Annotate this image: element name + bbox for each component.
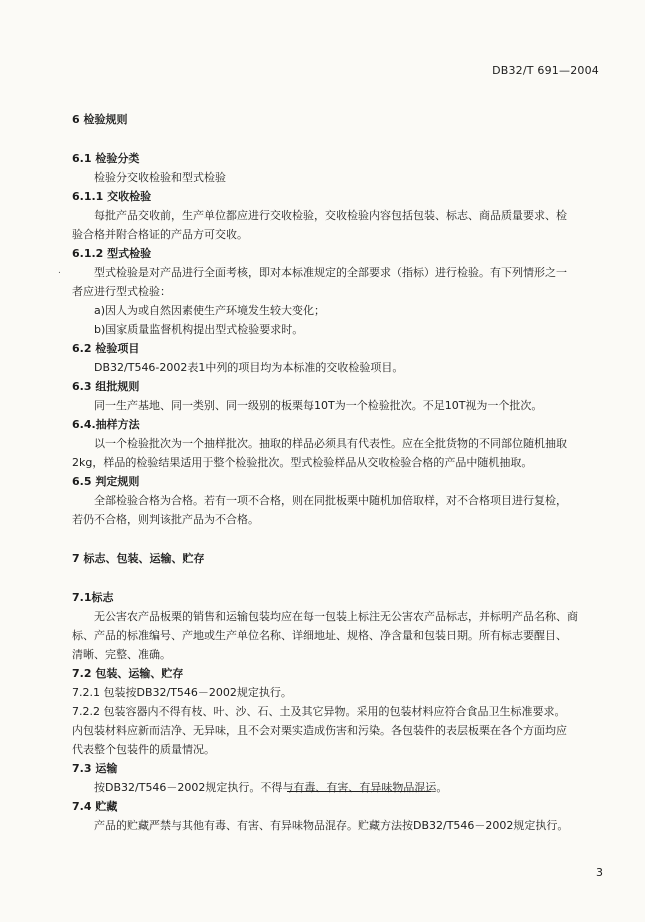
section-6-1-text: 检验分交收检验和型式检验 [94, 171, 226, 184]
section-6-title: 6 检验规则 [72, 113, 128, 126]
section-6-1-1-text-1: 每批产品交收前，生产单位都应进行交收检验，交收检验内容包括包装、标志、商品质量要求、检 [94, 209, 567, 222]
section-6-5-text-2: 若仍不合格，则判该批产品为不合格。 [72, 513, 259, 526]
section-7-2-1-text: 7.2.1 包装按DB32/T546－2002规定执行。 [72, 686, 292, 699]
standard-code: DB32/T 691—2004 [492, 64, 599, 77]
section-6-3-text: 同一生产基地、同一类别、同一级别的板栗每10T为一个检验批次。不足10T视为一个批次。 [94, 399, 543, 412]
section-7-title: 7 标志、包装、运输、贮存 [72, 552, 205, 565]
section-6-1-2-title: 6.1.2 型式检验 [72, 247, 152, 260]
page-number: 3 [596, 866, 603, 879]
section-6-1-2-item-b: b)国家质量监督机构提出型式检验要求时。 [94, 323, 304, 336]
section-7-2-title: 7.2 包装、运输、贮存 [72, 667, 184, 680]
section-6-3-title: 6.3 组批规则 [72, 380, 140, 393]
section-6-1-2-text-1: 型式检验是对产品进行全面考核，即对本标准规定的全部要求（指标）进行检验。有下列情形之一 [94, 266, 567, 279]
margin-mark: . [58, 266, 61, 276]
section-6-4-title: 6.4.抽样方法 [72, 418, 140, 431]
section-6-1-2-text-2: 者应进行型式检验： [72, 285, 171, 298]
section-6-1-1-title: 6.1.1 交收检验 [72, 190, 152, 203]
section-6-2-title: 6.2 检验项目 [72, 342, 140, 355]
end-rule [287, 791, 431, 792]
section-7-4-title: 7.4 贮藏 [72, 800, 118, 813]
section-6-2-text: DB32/T546-2002表1中列的项目均为本标准的交收检验项目。 [94, 361, 404, 374]
section-7-1-text-2: 标、产品的标准编号、产地或生产单位名称、详细地址、规格、净含量和包装日期。所有标志要醒目、 [72, 629, 567, 642]
section-6-4-text-2: 2kg，样品的检验结果适用于整个检验批次。型式检验样品从交收检验合格的产品中随机抽取。 [72, 456, 533, 469]
section-7-4-text: 产品的贮藏严禁与其他有毒、有害、有异味物品混存。贮藏方法按DB32/T546－2002规定执行。 [94, 819, 569, 832]
section-6-5-text-1: 全部检验合格为合格。若有一项不合格，则在同批板栗中随机加倍取样，对不合格项目进行复检， [94, 494, 567, 507]
section-7-1-title: 7.1标志 [72, 591, 114, 604]
document-body [72, 110, 600, 835]
section-6-1-2-item-a: a)因人为或自然因素使生产环境发生较大变化； [94, 304, 326, 317]
section-6-4-text-1: 以一个检验批次为一个抽样批次。抽取的样品必须具有代表性。应在全批货物的不同部位随机抽取 [94, 437, 567, 450]
section-7-2-2-text-3: 代表整个包装件的质量情况。 [72, 743, 215, 756]
section-7-3-title: 7.3 运输 [72, 762, 118, 775]
section-7-3-text: 按DB32/T546－2002规定执行。不得与有毒、有害、有异味物品混运。 [94, 781, 448, 794]
section-7-1-text-3: 清晰、完整、准确。 [72, 648, 171, 661]
section-7-2-2-text-2: 内包装材料应新而洁净、无异味，且不会对栗实造成伤害和污染。各包装件的表层板栗在各个方面均应 [72, 724, 567, 737]
section-6-5-title: 6.5 判定规则 [72, 475, 140, 488]
section-7-1-text-1: 无公害农产品板栗的销售和运输包装均应在每一包装上标注无公害农产品标志，并标明产品名称、商 [94, 610, 578, 623]
section-6-1-1-text-2: 验合格并附合格证的产品方可交收。 [72, 228, 248, 241]
section-6-1-title: 6.1 检验分类 [72, 152, 140, 165]
section-7-2-2-text-1: 7.2.2 包装容器内不得有枝、叶、沙、石、土及其它异物。采用的包装材料应符合食品卫生标准要求。 [72, 705, 566, 718]
